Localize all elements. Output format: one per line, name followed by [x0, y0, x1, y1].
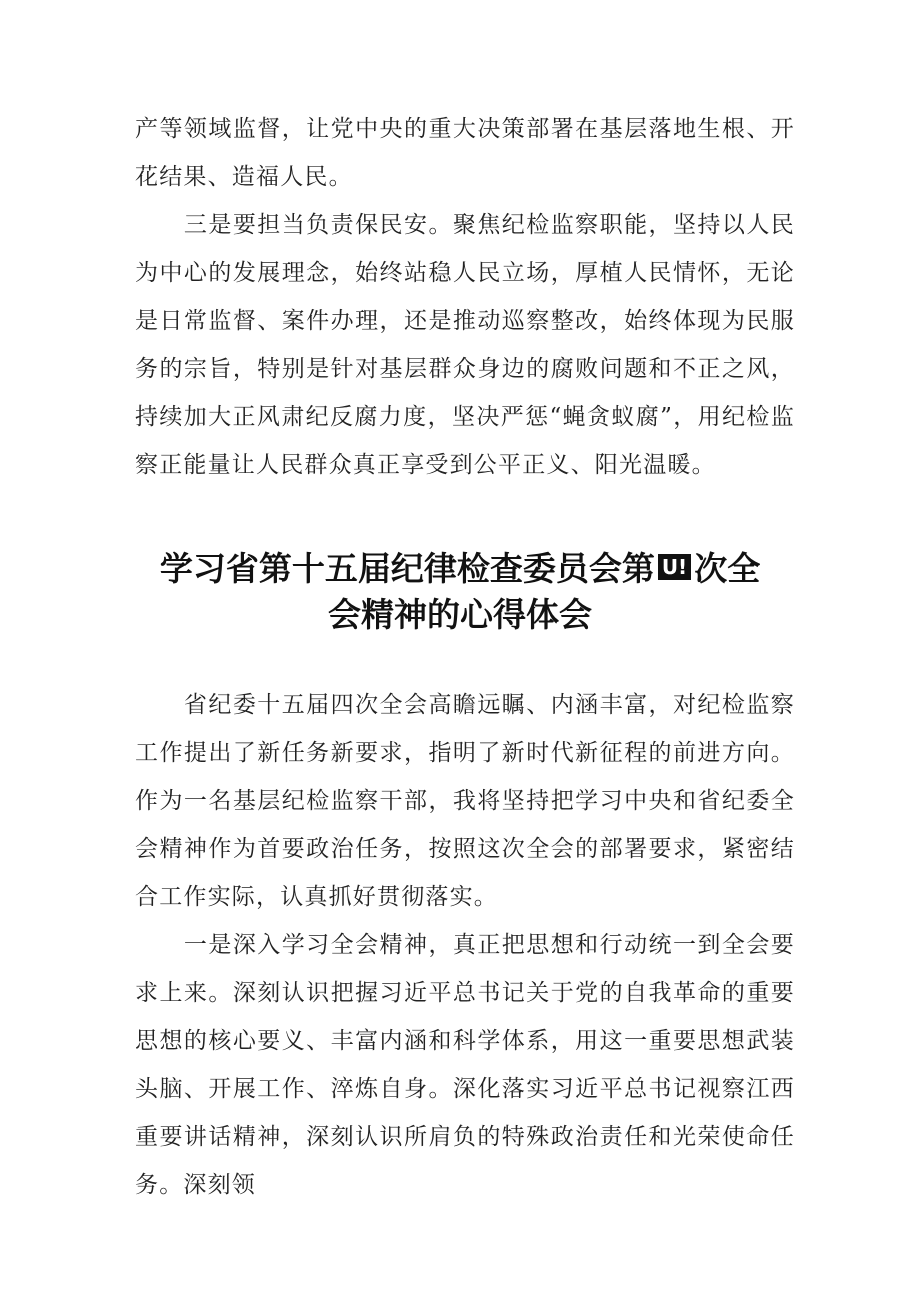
title-garbled-glyph: U!	[658, 554, 691, 580]
paragraph-first-point: 一是深入学习全会精神，真正把思想和行动统一到全会要求上来。深刻认识把握习近平总书记关于党的自我革命的重要思想的核心要义、丰富内涵和科学体系，用这一重要思想武装头脑、开展工作、淬炼自身。深化落实习近平总书记视察江西重要讲话精神，深刻认识所肩负的特殊政治责任和光荣使命任务。深刻领	[135, 932, 795, 1198]
article-title-line-2: 会精神的心得体会	[328, 595, 592, 634]
paragraph-continuation: 产等领域监督，让党中央的重大决策部署在基层落地生根、开花结果、造福人民。	[135, 116, 795, 190]
paragraph-third-point: 三是要担当负责保民安。聚焦纪检监察职能，坚持以人民为中心的发展理念，始终站稳人民立场，厚植人民情怀，无论是日常监督、案件办理，还是推动巡察整改，始终体现为民服务的宗旨，特别是针对基层群众身边的腐败问题和不正之风，持续加大正风肃纪反腐力度，坚决严惩“蝇贪蚁腐”，用纪检监察正能量让人民群众真正享受到公平正义、阳光温暖。	[135, 212, 795, 478]
paragraph-intro: 省纪委十五届四次全会高瞻远瞩、内涵丰富，对纪检监察工作提出了新任务新要求，指明了新时代新征程的前进方向。作为一名基层纪检监察干部，我将坚持把学习中央和省纪委全会精神作为首要政治任务，按照这次全会的部署要求，紧密结合工作实际，认真抓好贯彻落实。	[135, 692, 795, 910]
article-title-line-1	[0, 546, 920, 592]
title-part-1: 学习省第十五届纪律检查委员会第	[159, 549, 655, 588]
title-part-2: 次全	[694, 549, 761, 588]
